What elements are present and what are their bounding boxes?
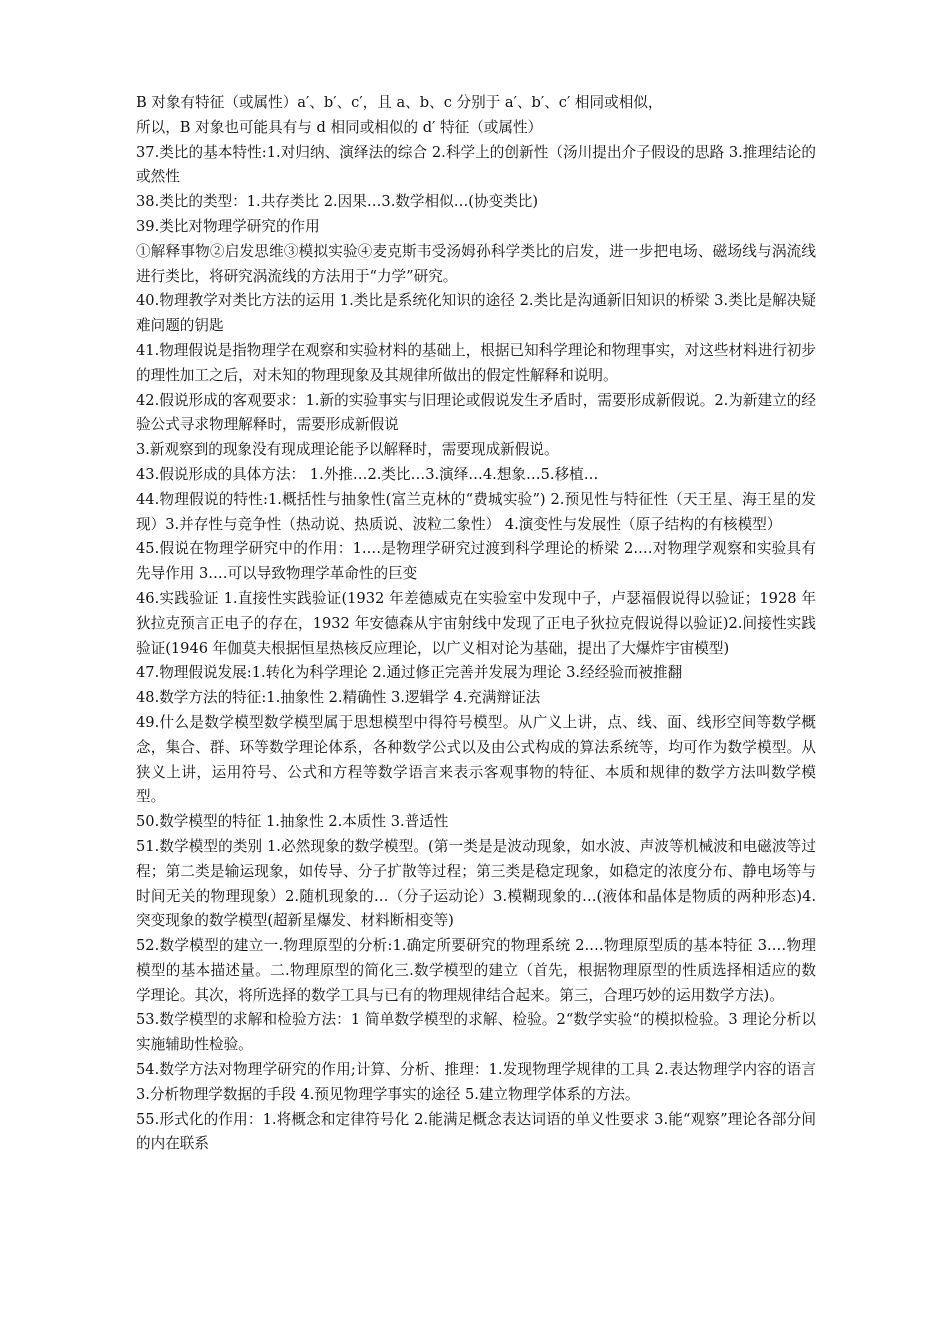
paragraph-49: 49.什么是数学模型数学模型属于思想模型中得符号模型。从广义上讲，点、线、面、线形空间等数学概念，集合、群、环等数学理论体系，各种数学公式以及由公式构成的算法系统等，均可作为数学模型。从狭义上讲，运用符号、公式和方程等数学语言来表示客观事物的特征、本质和规律的数学方法叫数学模型。 [136,713,816,806]
paragraph-48: 48.数学方法的特征:1.抽象性 2.精确性 3.逻辑学 4.充满辩证法 [136,689,541,707]
document-page [136,91,816,1157]
paragraph-50: 50.数学模型的特征 1.抽象性 2.本质性 3.普适性 [136,813,449,831]
paragraph-37: 37.类比的基本特性:1.对归纳、演绎法的综合 2.科学上的创新性（汤川提出介子假设的思路 3.推理结论的或然性 [136,143,816,186]
paragraph-42: 42.假说形成的客观要求：1.新的实验事实与旧理论或假说发生矛盾时，需要形成新假说。2.为新建立的经验公式寻求物理解释时，需要形成新假说 [136,391,816,434]
paragraph-analogy-premise: B 对象有特征（或属性）a′、b′、c′，且 a、b、c 分别于 a′、b′、c′ 相同或相似， [136,94,663,111]
paragraph-46: 46.实践验证 1.直接性实践验证(1932 年差德威克在实验室中发现中子，卢瑟福假说得以验证；1928 年狄拉克预言正电子的存在，1932 年安德森从宇宙射线中发现了正电子狄拉克假说得以验证)2.间接性实践验证(1946 年伽莫夫根据恒星热核反应理论，以广义相对论为基础，提出了大爆炸宇宙模型) [136,589,816,657]
paragraph-47: 47.物理假说发展:1.转化为科学理论 2.通过修正完善并发展为理论 3.经经验而被推翻 [136,664,683,682]
paragraph-43: 43.假说形成的具体方法： 1.外推…2.类比…3.演绎…4.想象…5.移植… [136,465,599,483]
paragraph-38: 38.类比的类型：1.共存类比 2.因果…3.数学相似…(协变类比) [136,193,539,211]
paragraph-analogy-conclusion: 所以，B 对象也可能具有与 d 相同或相似的 d′ 特征（或属性） [136,118,543,136]
paragraph-42-continued: 3.新观察到的现象没有现成理论能予以解释时，需要现成新假说。 [136,441,559,459]
paragraph-44: 44.物理假说的特性:1.概括性与抽象性(富兰克林的“费城实验”) 2.预见性与特征性（天王星、海王星的发现）3.并存性与竞争性（热动说、热质说、波粒二象性） 4.演变性与发展性（原子结构的有核模型） [136,490,816,533]
paragraph-51: 51.数学模型的类别 1.必然现象的数学模型。(第一类是是波动现象，如水波、声波等机械波和电磁波等过程；第二类是输运现象，如传导、分子扩散等过程；第三类是稳定现象，如稳定的浓度分布、静电场等与时间无关的物理现象）2.随机现象的…（分子运动论）3.模糊现象的…(液体和晶体是物质的两种形态)4.突变现象的数学模型(超新星爆发、材料断相变等) [136,837,816,930]
paragraph-39-detail: ①解释事物②启发思维③模拟实验④麦克斯韦受汤姆孙科学类比的启发，进一步把电场、磁场线与涡流线进行类比，将研究涡流线的方法用于“力学”研究。 [136,242,816,285]
paragraph-45: 45.假说在物理学研究中的作用：1.…是物理学研究过渡到科学理论的桥梁 2.…对物理学观察和实验具有先导作用 3.…可以导致物理学革命性的巨变 [136,540,816,583]
paragraph-53: 53.数学模型的求解和检验方法：1 简单数学模型的求解、检验。2“数学实验“的模拟检验。3 理论分析以实施辅助性检验。 [136,1011,816,1054]
paragraph-40: 40.物理教学对类比方法的运用 1.类比是系统化知识的途径 2.类比是沟通新旧知识的桥梁 3.类比是解决疑难问题的钥匙 [136,292,816,335]
paragraph-54: 54.数学方法对物理学研究的作用;计算、分析、推理：1.发现物理学规律的工具 2.表达物理学内容的语言 3.分析物理学数据的手段 4.预见物理学事实的途径 5.建立物理学体系的方法。 [136,1061,816,1103]
paragraph-39: 39.类比对物理学研究的作用 [136,217,320,235]
paragraph-55: 55.形式化的作用：1.将概念和定律符号化 2.能满足概念表达词语的单义性要求 3.能“观察”理论各部分间的内在联系 [136,1110,816,1153]
paragraph-52: 52.数学模型的建立一.物理原型的分析:1.确定所要研究的物理系统 2.…物理原型质的基本特征 3.…物理模型的基本描述量。二.物理原型的简化三.数学模型的建立（首先，根据物理原型的性质选择相适应的数学理论。其次，将所选择的数学工具与已有的物理规律结合起来。第三，合理巧妙的运用数学方法)。 [136,937,816,1004]
paragraph-41: 41.物理假说是指物理学在观察和实验材料的基础上，根据已知科学理论和物理事实，对这些材料进行初步的理性加工之后，对未知的物理现象及其规律所做出的假定性解释和说明。 [136,341,816,384]
